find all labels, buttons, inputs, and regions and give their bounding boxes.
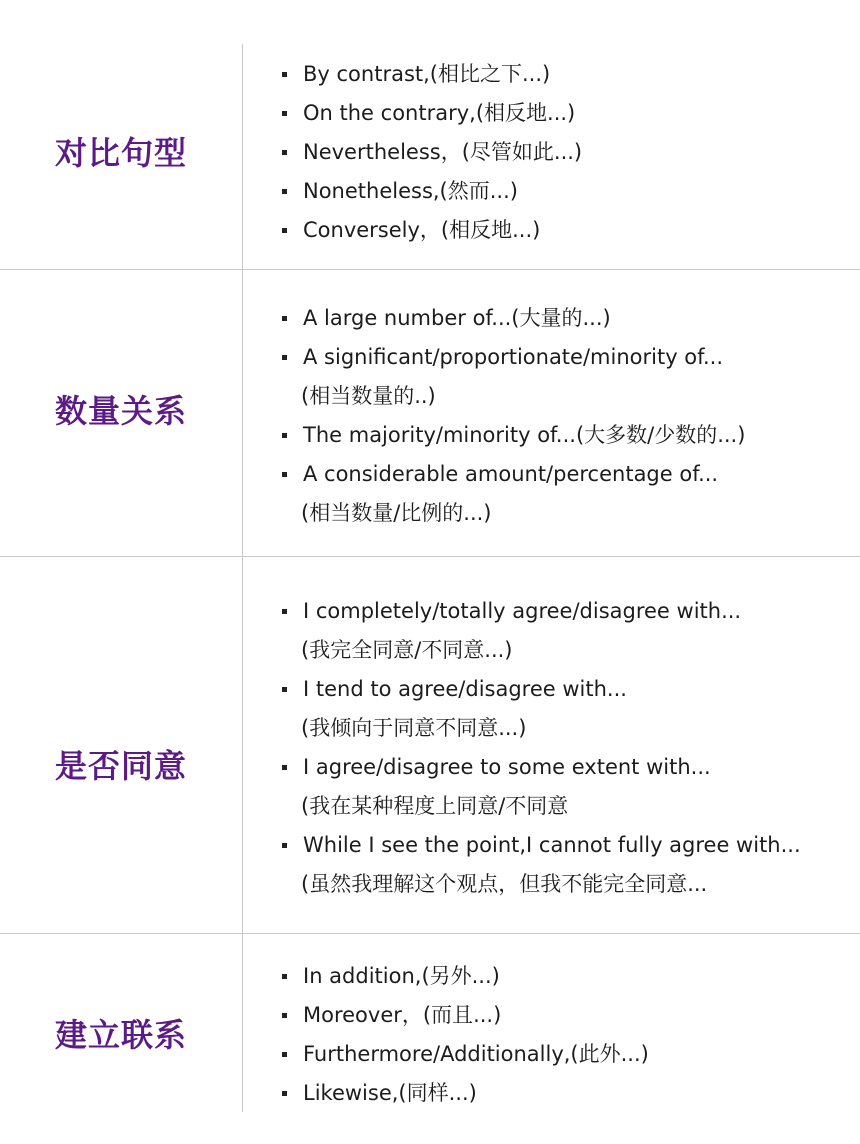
phrase-translation: (我在某种程度上同意/不同意 <box>301 794 569 818</box>
list-item <box>282 416 745 455</box>
category-label: 对比句型 <box>54 134 187 172</box>
phrase-text: In addition,(另外...) <box>303 964 500 988</box>
phrase-text: Nevertheless，(尽管如此...) <box>303 140 583 164</box>
phrase-translation: (相当数量的..) <box>301 384 436 408</box>
bullet-icon <box>282 1091 287 1096</box>
section-contrast <box>0 0 860 269</box>
bullet-icon <box>282 433 287 438</box>
list-item <box>282 670 801 748</box>
list-item <box>282 299 745 338</box>
bullet-icon <box>282 765 287 770</box>
bullet-icon <box>282 609 287 614</box>
phrase-translation: (虽然我理解这个观点，但我不能完全同意... <box>301 872 708 896</box>
bullet-icon <box>282 687 287 692</box>
phrase-list <box>282 55 582 250</box>
phrase-text: Conversely，(相反地...) <box>303 218 541 242</box>
bullet-icon <box>282 1052 287 1057</box>
phrase-text: Moreover，(而且...) <box>303 1003 502 1027</box>
list-item <box>282 996 649 1035</box>
section-quantity <box>0 269 860 556</box>
list-item <box>282 957 649 996</box>
phrase-text: On the contrary,(相反地...) <box>303 101 576 125</box>
bullet-icon <box>282 472 287 477</box>
bullet-icon <box>282 150 287 155</box>
list-item <box>282 1035 649 1074</box>
list-item <box>282 748 801 826</box>
category-label: 是否同意 <box>54 747 187 785</box>
list-item <box>282 592 801 670</box>
category-label: 数量关系 <box>54 392 187 430</box>
phrase-text: Nonetheless,(然而...) <box>303 179 518 203</box>
bullet-icon <box>282 316 287 321</box>
list-item <box>282 94 582 133</box>
phrase-text: I agree/disagree to some extent with... <box>303 755 711 779</box>
list-item <box>282 133 582 172</box>
phrase-list <box>282 299 745 533</box>
section-agreement <box>0 556 860 933</box>
phrase-translation: (我倾向于同意不同意...) <box>301 716 527 740</box>
list-item <box>282 826 801 904</box>
phrase-text: A considerable amount/percentage of... <box>303 462 719 486</box>
category-label: 建立联系 <box>54 1016 187 1054</box>
bullet-icon <box>282 189 287 194</box>
phrase-text: I completely/totally agree/disagree with... <box>303 599 742 623</box>
phrase-text: While I see the point,I cannot fully agree with... <box>303 833 801 857</box>
phrase-text: The majority/minority of...(大多数/少数的...) <box>303 423 746 447</box>
bullet-icon <box>282 111 287 116</box>
bullet-icon <box>282 1013 287 1018</box>
list-item <box>282 338 745 416</box>
phrase-translation: (我完全同意/不同意...) <box>301 638 513 662</box>
phrase-text: A large number of...(大量的...) <box>303 306 611 330</box>
phrase-list <box>282 592 801 904</box>
phrase-text: Furthermore/Additionally,(此外...) <box>303 1042 649 1066</box>
bullet-icon <box>282 974 287 979</box>
phrase-translation: (相当数量/比例的...) <box>301 501 492 525</box>
bullet-icon <box>282 355 287 360</box>
section-connection <box>0 933 860 1144</box>
bullet-icon <box>282 72 287 77</box>
phrase-text: Likewise,(同样...) <box>303 1081 477 1105</box>
list-item <box>282 172 582 211</box>
list-item <box>282 55 582 94</box>
bullet-icon <box>282 228 287 233</box>
phrase-text: By contrast,(相比之下...) <box>303 62 551 86</box>
phrase-text: I tend to agree/disagree with... <box>303 677 627 701</box>
bullet-icon <box>282 843 287 848</box>
list-item <box>282 455 745 533</box>
list-item <box>282 1074 649 1113</box>
phrase-text: A significant/proportionate/minority of... <box>303 345 724 369</box>
list-item <box>282 211 582 250</box>
phrase-list <box>282 957 649 1113</box>
